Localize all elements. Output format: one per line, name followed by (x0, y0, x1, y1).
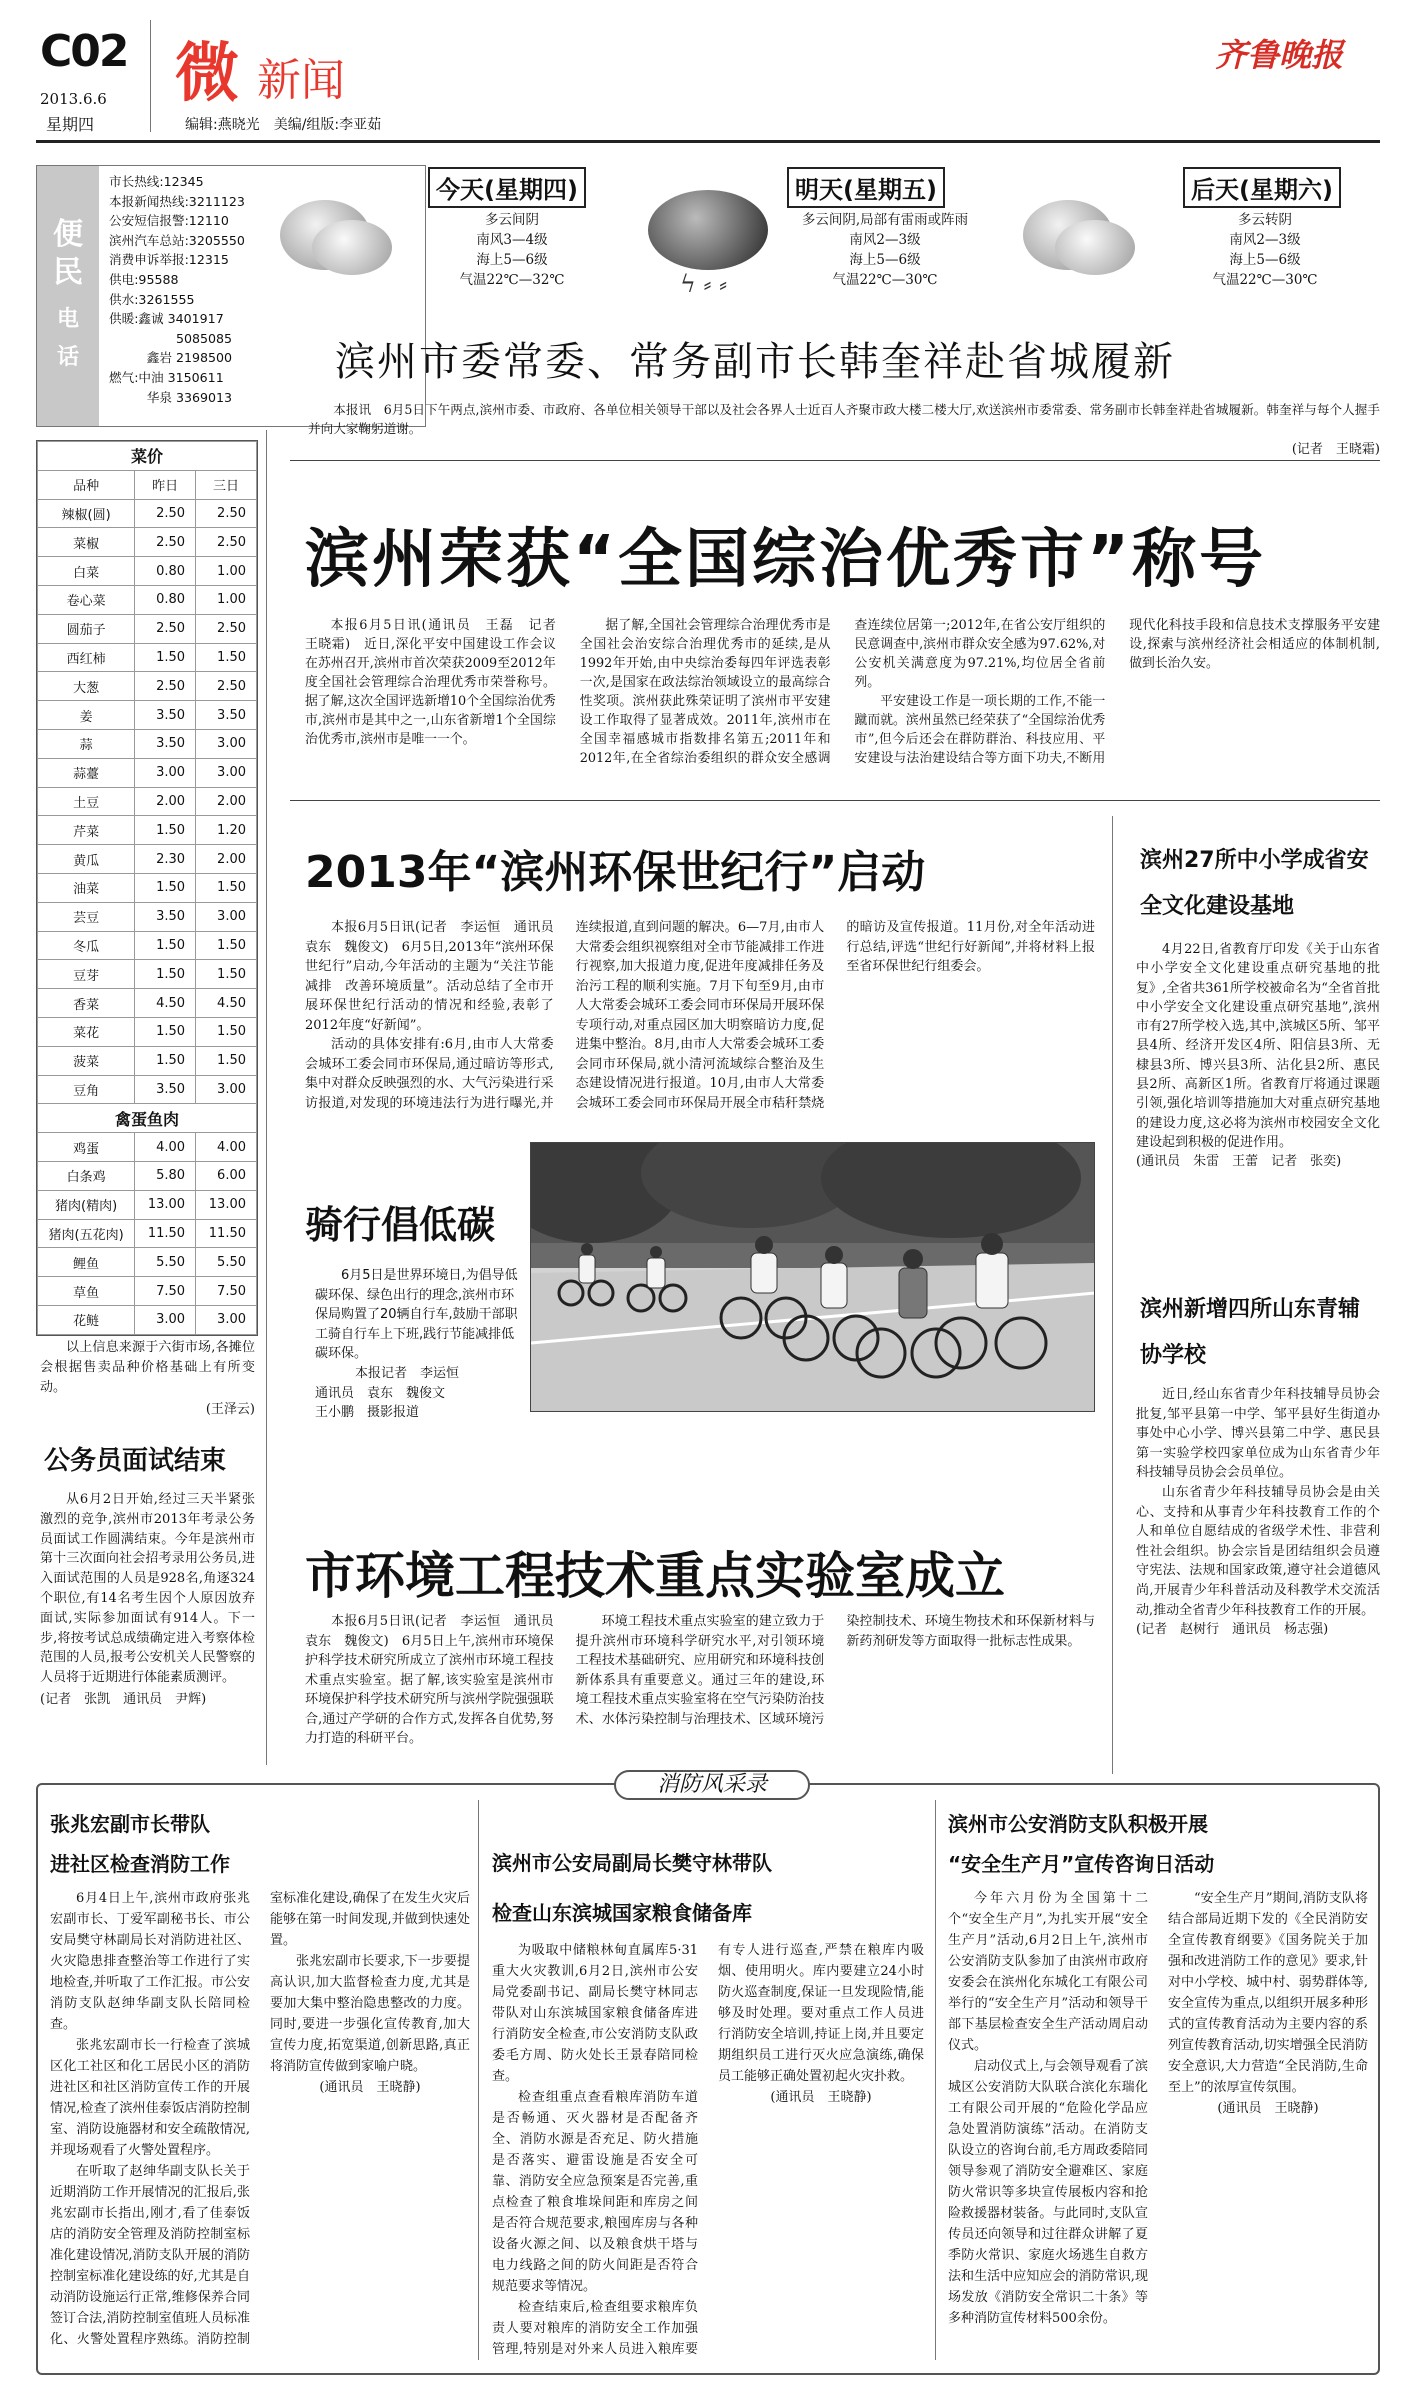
veg-price-three-day: 4.00 (196, 1133, 257, 1162)
cycling-byline: 通讯员 袁东 魏俊文 (315, 1385, 446, 1401)
veg-price-three-day: 1.00 (196, 557, 257, 586)
phone-line: 本报新闻热线:3211123 (109, 193, 245, 209)
veg-price-three-day: 1.20 (196, 816, 257, 845)
column-logo-char: 微 (175, 37, 239, 111)
story3-paragraph: 活动的具体安排有:6月,由市人大常委会城环工委会同市环保局,通过暗访等形式,集中对群众反映强烈的水、大气污染进行采访报道,对发现的环境违法行为进行曝光,并连续报道,直到问题的解决。6—7月,由市人大常委会组织视察组对全市节能减排工作进行视察,加大报道力度,促进年度减排任务及治污工程的顺利实施。7月下旬至9月,由市人大常委会城环工委会同市环保局开展环保专项行动,对重点园区加大明察暗访力度,促进集中整治。8月,由市人大常委会城环工委会同市环保局,就小清河流域综合整治及生态建设情况进行报道。10月,由市人大常委会城环工委会同市环保局开展全市秸秆禁烧的暗访及宣传报道。11月份,对全年活动进行总结,评选“世纪行好新闻”,并将材料上报至省环保世纪行组委会。 (305, 920, 1095, 1111)
veg-item-name: 豆芽 (38, 960, 135, 989)
veg-table-row (38, 758, 257, 787)
story2-paragraph: 据了解,全国社会管理综合治理优秀市是全国社会治安综合治理优秀市的延续,是从1992年开始,由中央综治委每四年评选表彰一次,是国家在政法综治领域设立的最高综合性奖项。滨州获此殊荣证明了滨州市平安建设工作取得了显著成效。2011年,滨州市在全国幸福感城市指数排名第五;2011年和2012年,在全省综治委组织的群众安全感调查连续位居第一;2012年,在省公安厅组织的民意调查中,滨州市群众安全感为97.62%,对公安机关满意度为97.21%,均位居全省前列。 (579, 618, 1106, 766)
weather-tomorrow (640, 160, 1020, 315)
veg-price-three-day: 2.00 (196, 787, 257, 816)
side-label-char: 便 (53, 217, 83, 252)
veg-price-three-day: 1.50 (196, 643, 257, 672)
rain-drops-icon: ϟ ⸗ ⸗ (680, 270, 728, 298)
weather-sea-wind: 海上5—6级 (476, 252, 548, 268)
issue-date: 2013.6.6 (40, 90, 107, 108)
veg-price-three-day: 1.00 (196, 585, 257, 614)
veg-item-name: 草鱼 (38, 1277, 135, 1306)
veg-item-name: 蒜 (38, 729, 135, 758)
veg-price-yesterday: 2.50 (135, 614, 196, 643)
weather-condition: 多云间阴 (485, 212, 539, 228)
editors-line: 编辑:燕晓光 美编/组版:李亚茹 (185, 117, 382, 133)
veg-price-yesterday: 5.50 (135, 1248, 196, 1277)
side1-byline: (通讯员 朱雷 王蕾 记者 张奕) (1136, 1154, 1342, 1170)
fire-a2-paragraph: 为吸取中储粮林甸直属库5·31重大火灾教训,6月2日,滨州市公安局党委副书记、副局长樊守林同志带队对山东滨城国家粮食储备库进行消防安全检查,市公安消防支队政委毛方周、防火处长王景春陪同检查。 (492, 1943, 698, 2084)
fire-a2-title-line: 检查山东滨城国家粮食储备库 (492, 1901, 752, 1925)
veg-price-yesterday: 1.50 (135, 816, 196, 845)
fire-a3-title-line: 滨州市公安消防支队积极开展 (948, 1812, 1208, 1836)
veg-price-three-day: 3.00 (196, 902, 257, 931)
story2-headline: 滨州荣获“全国综治优秀市”称号 (305, 523, 1267, 597)
veg-item-name: 冬瓜 (38, 931, 135, 960)
veg-price-three-day: 3.00 (196, 1305, 257, 1334)
fire-a2-title-line: 滨州市公安局副局长樊守林带队 (492, 1851, 772, 1875)
veg-table-row (38, 1277, 257, 1306)
veg-item-name: 大葱 (38, 672, 135, 701)
fire-a1-paragraph: 张兆宏副市长一行检查了滨城区化工社区和化工居民小区的消防进社区和社区消防宣传工作的开展情况,检查了滨州佳泰饭店消防控制室、消防设施器材和安全疏散情况,并现场观看了火警处置程序。 (50, 2038, 250, 2158)
fire-a3-paragraph: 启动仪式上,与会领导观看了滨城区公安消防大队联合滨化东瑞化工有限公司开展的“危险化学品应急处置消防演练”活动。在消防支队设立的咨询台前,毛方周政委陪同领导参观了消防安全避难区、家庭防火常识等多块宣传展板内容和抢险救援器材装备。与此同时,支队宣传员还向领导和过往群众讲解了夏季防火常识、家庭火场逃生自救方法和生活中应知应会的消防常识,现场发放《消防安全常识二十条》等多种消防宣传材料500余份。 (948, 2059, 1148, 2326)
veg-table-row (38, 1017, 257, 1046)
veg-price-yesterday: 3.50 (135, 729, 196, 758)
fire-a1-byline: (通讯员 王晓静) (319, 2080, 421, 2095)
veg-price-yesterday: 4.50 (135, 989, 196, 1018)
veg-price-yesterday: 0.80 (135, 557, 196, 586)
weather-title: 今天(星期四) (428, 167, 586, 208)
veg-table-row (38, 528, 257, 557)
veg-price-yesterday: 5.80 (135, 1161, 196, 1190)
veg-price-three-day: 1.50 (196, 1046, 257, 1075)
veg-item-name: 圆茄子 (38, 614, 135, 643)
civil-body (40, 1490, 255, 1707)
side2-paragraph: 山东省青少年科技辅导员协会是由关心、支持和从事青少年科技教育工作的个人和单位自愿结成的省级学术性、非营利性社会组织。协会宗旨是团结组织会员遵守宪法、法规和国家政策,遵守社会道德风尚,开展青少年科普活动及科教学术交流活动,推动全省青少年科技教育工作的开展。 (1136, 1484, 1380, 1618)
phone-line: 供电:95588 (109, 271, 179, 287)
veg-table-row (38, 931, 257, 960)
weather-temp: 气温22℃—32℃ (459, 272, 565, 288)
veg-price-yesterday: 2.00 (135, 787, 196, 816)
veg-table-row (38, 499, 257, 528)
veg-price-three-day: 5.50 (196, 1248, 257, 1277)
veg-table-row (38, 729, 257, 758)
fire-a1-title-line: 进社区检查消防工作 (50, 1852, 230, 1876)
veg-price-yesterday: 2.50 (135, 528, 196, 557)
column-divider (478, 1800, 479, 2360)
phone-line: 滨州汽车总站:3205550 (109, 232, 245, 248)
phone-line: 鑫岩 2198500 (109, 350, 233, 366)
veg-table-row (38, 902, 257, 931)
side2-body (1136, 1385, 1380, 1640)
section-rule (290, 800, 1380, 801)
weather-temp: 气温22℃—30℃ (832, 272, 938, 288)
weather-day-after (1015, 160, 1385, 315)
phone-line: 5085085 (109, 330, 233, 346)
veg-table-row (38, 1219, 257, 1248)
veg-table-row (38, 816, 257, 845)
cycling-caption-text: 6月5日是世界环境日,为倡导低碳环保、绿色出行的理念,滨州市环保局购置了20辆自行车,鼓励干部职工骑自行车上下班,践行节能减排低碳环保。 (315, 1268, 518, 1362)
cloudy-icon (312, 220, 392, 275)
fire-a2-paragraph: 检查组重点查看粮库消防车道是否畅通、灭火器材是否配备齐全、消防水源是否充足、防火措施是否落实、避雷设施是否安全可靠、消防安全应急预案是否完善,重点检查了粮食堆垛间距和库房之间是否符合规范要求,粮囤库房与各种设备火源之间、以及粮食烘干塔与电力线路之间的防火间距是否符合规范要求等情况。 (492, 2090, 698, 2294)
veg-note (40, 1338, 255, 1417)
veg-note-author: (王泽云) (205, 1402, 255, 1417)
veg-table-row (38, 1161, 257, 1190)
veg-price-yesterday: 1.50 (135, 873, 196, 902)
veg-price-yesterday: 2.50 (135, 672, 196, 701)
story1-body (308, 400, 1380, 457)
fire-a3-headline (948, 1804, 1214, 1884)
veg-price-yesterday: 3.50 (135, 902, 196, 931)
weather-title: 明天(星期五) (787, 167, 945, 208)
phone-line: 供水:3261555 (109, 291, 195, 307)
veg-item-name: 黄瓜 (38, 845, 135, 874)
vegetable-price-table (36, 440, 258, 1336)
weather-sea-wind: 海上5—6级 (849, 252, 921, 268)
header-divider (150, 20, 151, 132)
fire-a3-paragraph: 今年六月份为全国第十二个“安全生产月”,为扎实开展“安全生产月”活动,6月2日上午,滨州市公安消防支队参加了由滨州市政府安委会在滨州化东城化工有限公司举行的“安全生产月”活动和领导干部下基层检查安全生产活动周启动仪式。 (948, 1891, 1148, 2053)
veg-table-row (38, 873, 257, 902)
veg-table-row (38, 1190, 257, 1219)
side1-text: 4月22日,省教育厅印发《关于山东省中小学安全文化建设重点研究基地的批复》,全省共361所学校被命名为“全省首批中小学安全文化建设重点研究基地”,滨州市有27所学校入选,其中,滨城区5所、邹平县4所、经济开发区4所、阳信县3所、无棣县3所、博兴县3所、沾化县2所、惠民县2所、高新区1所。省教育厅将通过课题引领,强化培训等措施加大对重点研究基地的建设力度,这必将为滨州市校园安全文化建设起到积极的促进作用。 (1136, 942, 1380, 1150)
veg-item-name: 豆角 (38, 1075, 135, 1104)
veg-item-name: 鸡蛋 (38, 1133, 135, 1162)
veg-price-three-day: 1.50 (196, 1017, 257, 1046)
veg-price-yesterday: 4.00 (135, 1133, 196, 1162)
veg-table-row (38, 643, 257, 672)
weather-lines (1175, 210, 1355, 290)
paper-name-logo: 齐鲁晚报 (1215, 36, 1344, 74)
veg-item-name: 芸豆 (38, 902, 135, 931)
fire-a3-paragraph: “安全生产月”期间,消防支队将结合部局近期下发的《全民消防安全宣传教育纲要》《国务院关于加强和改进消防工作的意见》要求,针对中小学校、城中村、弱势群体等,安全宣传为重点,以组织开展多种形式的宣传教育活动为主要内容的系列宣传教育活动,切实增强全民消防安全意识,大力营造“全民消防,生命至上”的浓厚宣传氛围。 (1168, 1891, 1368, 2095)
veg-table-row (38, 672, 257, 701)
column-divider (266, 430, 267, 1765)
weather-wind: 南风3—4级 (476, 232, 548, 248)
phone-line: 市长热线:12345 (109, 174, 204, 189)
column-divider (1112, 816, 1113, 1774)
side-label-char: 电 (56, 306, 79, 332)
veg-item-name: 卷心菜 (38, 585, 135, 614)
cycling-headline: 骑行倡低碳 (305, 1203, 496, 1247)
phone-line: 华泉 3369013 (109, 389, 233, 405)
veg-item-name: 辣椒(圆) (38, 499, 135, 528)
issue-weekday: 星期四 (46, 115, 95, 134)
veg-price-three-day: 2.50 (196, 528, 257, 557)
veg-table-row (38, 1248, 257, 1277)
veg-item-name: 猪肉(精肉) (38, 1190, 135, 1219)
story2-body (305, 616, 1380, 786)
veg-price-three-day: 1.50 (196, 931, 257, 960)
veg-note-text: 以上信息来源于六街市场,各摊位会根据售卖品种价格基础上有所变动。 (40, 1340, 255, 1395)
fire-a3-byline: (通讯员 王晓静) (1217, 2101, 1319, 2116)
fire-a3-title-line: “安全生产月”宣传咨询日活动 (948, 1852, 1215, 1876)
thunderstorm-icon (648, 190, 768, 270)
fire-a2-headline (492, 1838, 772, 1938)
veg-price-yesterday: 1.50 (135, 643, 196, 672)
cycling-photo (530, 1142, 1095, 1412)
weather-wind: 南风2—3级 (1229, 232, 1301, 248)
veg-col-header: 昨日 (135, 470, 196, 499)
veg-col-header: 品种 (38, 470, 135, 499)
fire-a2-byline: (通讯员 王晓静) (770, 2090, 872, 2105)
weather-temp: 气温22℃—30℃ (1212, 272, 1318, 288)
veg-price-yesterday: 7.50 (135, 1277, 196, 1306)
weather-lines (780, 210, 990, 290)
veg-price-three-day: 3.00 (196, 1075, 257, 1104)
veg-price-yesterday: 2.30 (135, 845, 196, 874)
veg-price-three-day: 2.50 (196, 672, 257, 701)
fire-a2-body (492, 1940, 924, 2360)
story1-headline: 滨州市委常委、常务副市长韩奎祥赴省城履新 (335, 339, 1175, 385)
veg-table-row (38, 1133, 257, 1162)
veg-table-row (38, 960, 257, 989)
veg-table-row (38, 1046, 257, 1075)
veg-price-three-day: 1.50 (196, 960, 257, 989)
fire-a1-paragraph: 在听取了赵绅华副支队长关于近期消防工作开展情况的汇报后,张兆宏副市长指出,刚才,看了佳泰饭店的消防安全管理及消防控制室标准化建设情况,消防支队开展的消防控制室标准化建设练的好,尤其是自动消防设施运行正常,维修保养合同签订合法,消防控制室值班人员标准化、火警处置程序熟练。消防控制室标准化建设,确保了在发生火灾后能够在第一时间发现,并做到快速处置。 (50, 1891, 470, 2347)
cycling-byline: 王小鹏 摄影报道 (315, 1405, 420, 1421)
story3-headline: 2013年“滨州环保世纪行”启动 (305, 847, 926, 898)
civil-text: 从6月2日开始,经过三天半紧张激烈的竞争,滨州市2013年考录公务员面试工作圆满结束。今年是滨州市第十三次面向社会招考录用公务员,进入面试范围的人员是928名,角逐324个职位,有14名考生因个人原因放弃面试,实际参加面试有914人。下一步,将按考试总成绩确定进入考察体检范围的人员,报考公安机关人民警察的人员将于近期进行体能素质测评。 (40, 1492, 255, 1686)
veg-price-three-day: 3.00 (196, 758, 257, 787)
civil-headline: 公务员面试结束 (44, 1446, 227, 1476)
veg-price-three-day: 11.50 (196, 1219, 257, 1248)
veg-price-three-day: 6.00 (196, 1161, 257, 1190)
veg-table-row (38, 1075, 257, 1104)
veg-price-yesterday: 13.00 (135, 1190, 196, 1219)
veg-table-title: 菜价 (38, 442, 257, 471)
page-number: C02 (40, 26, 128, 77)
veg-item-name: 菜椒 (38, 528, 135, 557)
veg-table-row (38, 1305, 257, 1334)
fire-a1-title-line: 张兆宏副市长带队 (50, 1812, 210, 1836)
column-logo-text: 新闻 (257, 55, 345, 106)
veg-item-name: 菠菜 (38, 1046, 135, 1075)
veg-price-yesterday: 1.50 (135, 960, 196, 989)
veg-item-name: 花鲢 (38, 1305, 135, 1334)
veg-table-row (38, 989, 257, 1018)
story1-byline: (记者 王晓霜) (1291, 442, 1380, 457)
veg-col-header: 三日 (196, 470, 257, 499)
veg-price-yesterday: 2.50 (135, 499, 196, 528)
veg-price-three-day: 2.50 (196, 614, 257, 643)
side2-byline: (记者 赵树行 通讯员 杨志强) (1136, 1622, 1329, 1638)
veg-price-three-day: 3.50 (196, 701, 257, 730)
side2-paragraph: 近日,经山东省青少年科技辅导员协会批复,邹平县第一中学、邹平县好生街道办事处中心小学、博兴县第二中学、惠民县第一实验学校四家单位成为山东省青少年科技辅导员协会会员单位。 (1136, 1387, 1380, 1481)
veg-price-three-day: 1.50 (196, 873, 257, 902)
veg-price-three-day: 2.50 (196, 499, 257, 528)
cycling-caption (315, 1266, 520, 1423)
phone-line: 燃气:中油 3150611 (109, 369, 224, 385)
veg-price-yesterday: 3.00 (135, 758, 196, 787)
veg-price-yesterday: 3.50 (135, 1075, 196, 1104)
fire-section-title: 消防风采录 (614, 1770, 810, 1800)
civil-byline: (记者 张凯 通讯员 尹辉) (40, 1691, 207, 1707)
story1-text: 本报讯 6月5日下午两点,滨州市委、市政府、各单位相关领导干部以及社会各界人士近百人齐聚市政大楼二楼大厅,欢送滨州市委常委、常务副市长韩奎祥赴省城履新。韩奎祥与每个人握手并向大家鞠躬道谢。 (308, 402, 1380, 436)
weather-condition: 多云转阴 (1238, 212, 1292, 228)
column-divider (935, 1800, 936, 2360)
phone-line: 供暖:鑫诚 3401917 (109, 311, 224, 327)
veg-price-three-day: 2.00 (196, 845, 257, 874)
story4-headline: 市环境工程技术重点实验室成立 (305, 1547, 1005, 1605)
fire-a1-paragraph: 张兆宏副市长要求,下一步要提高认识,加大监督检查力度,尤其是要加大集中整治隐患整改的力度。同时,要进一步强化宣传教育,加大宣传力度,拓宽渠道,创新思路,真正将消防宣传做到家喻户晓。 (270, 1954, 470, 2074)
fire-a1-body (50, 1888, 470, 2358)
story4-paragraph: 环境工程技术重点实验室的建立致力于提升滨州市环境科学研究水平,对引领环境工程技术基础研究、应用研究和环境科技创新体系具有重要意义。通过三年的建设,环境工程技术重点实验室将在空气污染防治技术、水体污染控制与治理技术、区域环境污染控制技术、环境生物技术和环保新材料与新药剂研发等方面取得一批标志性成果。 (575, 1614, 1095, 1727)
fire-a3-body (948, 1888, 1368, 2358)
veg-item-name: 鲤鱼 (38, 1248, 135, 1277)
veg-price-yesterday: 1.50 (135, 1017, 196, 1046)
side1-headline: 滨州27所中小学成省安全文化建设基地 (1140, 848, 1369, 919)
convenience-side-label (37, 166, 99, 426)
veg-price-yesterday: 3.50 (135, 701, 196, 730)
side1-body (1136, 940, 1380, 1172)
veg-item-name: 西红柿 (38, 643, 135, 672)
veg-price-yesterday: 1.50 (135, 931, 196, 960)
story2-paragraph: 本报6月5日讯(通讯员 王磊 记者 王晓霜) 近日,深化平安中国建设工作会议在苏州召开,滨州市首次荣获2009至2012年度全国社会管理综合治理优秀市荣誉称号。据了解,这次全国评选新增10个全国综治优秀市,滨州市是其中之一,山东省新增1个全国综治优秀市,滨州市是唯一一个。 (305, 618, 569, 747)
fire-a1-paragraph: 6月4日上午,滨州市政府张兆宏副市长、丁爱军副秘书长、市公安局樊守林副局长对消防进社区、火灾隐患排查整治等工作进行了实地检查,并听取了工作汇报。市公安消防支队赵绅华副支队长陪同检查。 (50, 1891, 250, 2032)
story4-body (305, 1612, 1095, 1762)
veg-table-row (38, 787, 257, 816)
veg-table-row (38, 845, 257, 874)
veg-price-yesterday: 11.50 (135, 1219, 196, 1248)
side-label-char: 民 (53, 255, 83, 290)
story3-body (305, 918, 1095, 1132)
story4-paragraph: 本报6月5日讯(记者 李运恒 通讯员 袁东 魏俊文) 6月5日上午,滨州市环境保护科学技术研究所成立了滨州市环境工程技术重点实验室。据了解,该实验室是滨州市环境保护科学技术研究所与滨州学院强强联合,通过产学研的合作方式,发挥各自优势,努力打造的科研平台。 (305, 1614, 567, 1746)
veg-price-three-day: 7.50 (196, 1277, 257, 1306)
veg-price-yesterday: 1.50 (135, 1046, 196, 1075)
cloudy-icon (1055, 220, 1135, 275)
cycling-photo-image (531, 1143, 1095, 1412)
weather-sea-wind: 海上5—6级 (1229, 252, 1301, 268)
veg-item-name: 白菜 (38, 557, 135, 586)
veg-price-yesterday: 3.00 (135, 1305, 196, 1334)
story2-paragraph: 平安建设工作是一项长期的工作,不能一蹴而就。滨州虽然已经荣获了“全国综治优秀市”,但今后还会在群防群治、科技应用、平安建设与法治建设结合等方面下功夫,不断用现代化科技手段和信息技术支撑服务平安建设,探索与滨州经济社会相适应的体制机制,做到长治久安。 (854, 618, 1380, 766)
side-label-char: 话 (56, 344, 79, 370)
veg-table-row (38, 557, 257, 586)
veg-item-name: 土豆 (38, 787, 135, 816)
veg-item-name: 香菜 (38, 989, 135, 1018)
weather-wind: 南风2—3级 (849, 232, 921, 248)
section-rule (290, 460, 1380, 461)
side2-headline: 滨州新增四所山东青辅协学校 (1140, 1297, 1361, 1368)
veg-price-three-day: 4.50 (196, 989, 257, 1018)
veg-item-name: 油菜 (38, 873, 135, 902)
story3-paragraph: 本报6月5日讯(记者 李运恒 通讯员 袁东 魏俊文) 6月5日,2013年“滨州环保世纪行”启动,今年活动的主题为“关注节能减排 改善环境质量”。活动总结了全市开展环保世纪行活动的情况和经验,表彰了2012年度“好新闻”。 (305, 920, 567, 1033)
weather-condition: 多云间阴,局部有雷雨或阵雨 (801, 212, 969, 228)
veg-item-name: 姜 (38, 701, 135, 730)
veg-table-row (38, 614, 257, 643)
cycling-byline: 本报记者 李运恒 (355, 1365, 460, 1381)
veg-item-name: 蒜薹 (38, 758, 135, 787)
weather-title: 后天(星期六) (1183, 167, 1341, 208)
veg-price-three-day: 3.00 (196, 729, 257, 758)
phone-list (109, 172, 245, 407)
veg-item-name: 芹菜 (38, 816, 135, 845)
phone-line: 公安短信报警:12110 (109, 213, 229, 229)
fire-a2-paragraph: 检查结束后,检查组要求粮库负责人要对粮库的消防安全工作加强管理,特别是对外来人员进入粮库要有专人进行巡查,严禁在粮库内吸烟、使用明火。库内要建立24小时防火巡查制度,保证一旦发现险情,能够及时处理。要对重点工作人员进行消防安全培训,持证上岗,并且要定期组织员工进行灭火应急演练,确保员工能够正确处置初起火灾扑救。 (492, 1943, 924, 2357)
veg-item-name: 菜花 (38, 1017, 135, 1046)
veg-price-yesterday: 0.80 (135, 585, 196, 614)
veg-table-row (38, 701, 257, 730)
weather-today (272, 160, 612, 315)
phone-line: 消费申诉举报:12315 (109, 252, 229, 268)
veg-meat-section-title: 禽蛋鱼肉 (38, 1104, 257, 1133)
weather-lines (422, 210, 602, 290)
header-rule (36, 140, 1380, 143)
veg-item-name: 白条鸡 (38, 1161, 135, 1190)
veg-price-three-day: 13.00 (196, 1190, 257, 1219)
fire-a1-headline (50, 1804, 230, 1884)
veg-item-name: 猪肉(五花肉) (38, 1219, 135, 1248)
veg-table-row (38, 585, 257, 614)
